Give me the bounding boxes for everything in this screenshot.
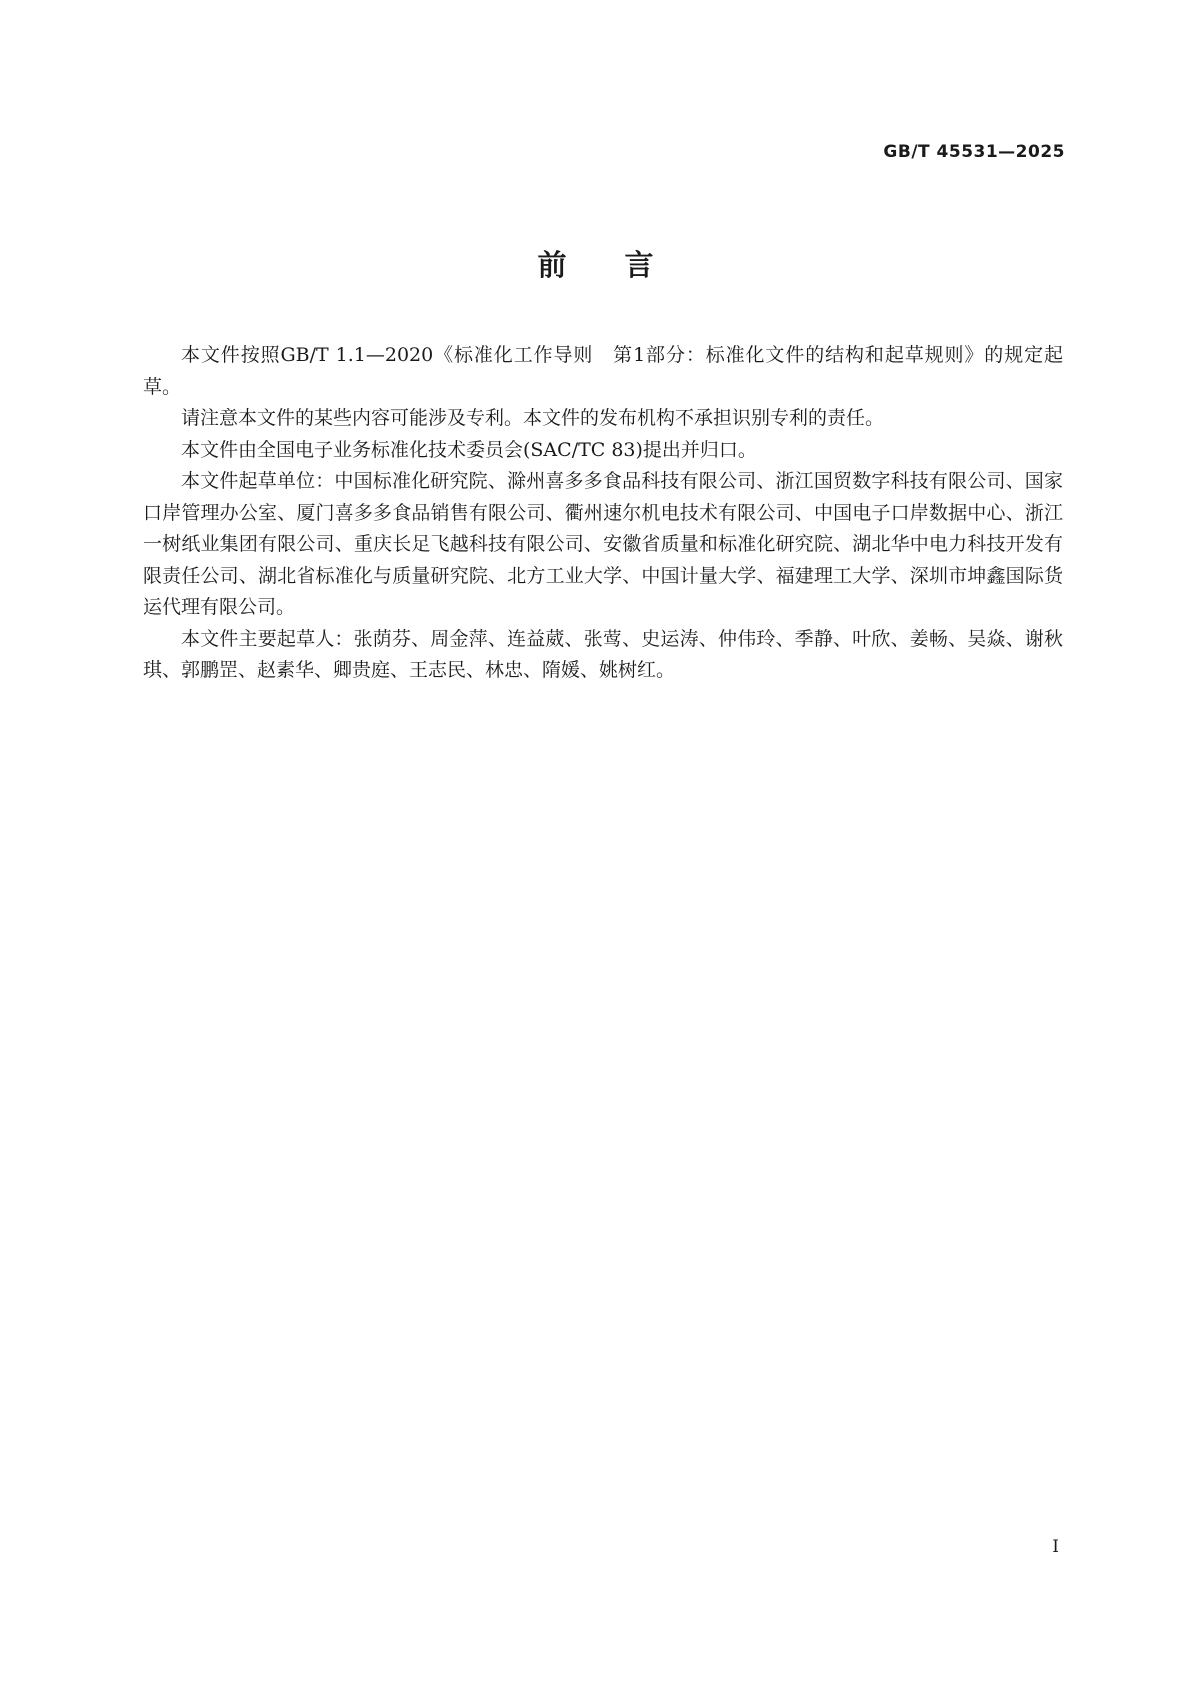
paragraph-drafting-rules: 本文件按照GB/T 1.1—2020《标准化工作导则 第1部分：标准化文件的结构和起草规则》的规定起草。 <box>143 344 1063 398</box>
paragraph-drafters: 本文件主要起草人：张荫芬、周金萍、连益葳、张莺、史运涛、仲伟玲、季静、叶欣、姜畅、吴焱、谢秋琪、郭鹏罡、赵素华、卿贵庭、王志民、林忠、隋媛、姚树红。 <box>143 627 1063 681</box>
page-number: I <box>1052 1537 1059 1557</box>
paragraph-patent-notice: 请注意本文件的某些内容可能涉及专利。本文件的发布机构不承担识别专利的责任。 <box>181 407 885 429</box>
page-title: 前言 <box>537 248 712 282</box>
foreword-body <box>143 340 1063 687</box>
document-code: GB/T 45531—2025 <box>883 142 1065 162</box>
paragraph-proposer: 本文件由全国电子业务标准化技术委员会(SAC/TC 83)提出并归口。 <box>181 438 757 461</box>
paragraph-drafting-units: 本文件起草单位：中国标准化研究院、滁州喜多多食品科技有限公司、浙江国贸数字科技有限公司、国家口岸管理办公室、厦门喜多多食品销售有限公司、衢州速尔机电技术有限公司、中国电子口岸数据中心、浙江一树纸业集团有限公司、重庆长足飞越科技有限公司、安徽省质量和标准化研究院、湖北华中电力科技开发有限责任公司、湖北省标准化与质量研究院、北方工业大学、中国计量大学、福建理工大学、深圳市坤鑫国际货运代理有限公司。 <box>143 470 1063 618</box>
